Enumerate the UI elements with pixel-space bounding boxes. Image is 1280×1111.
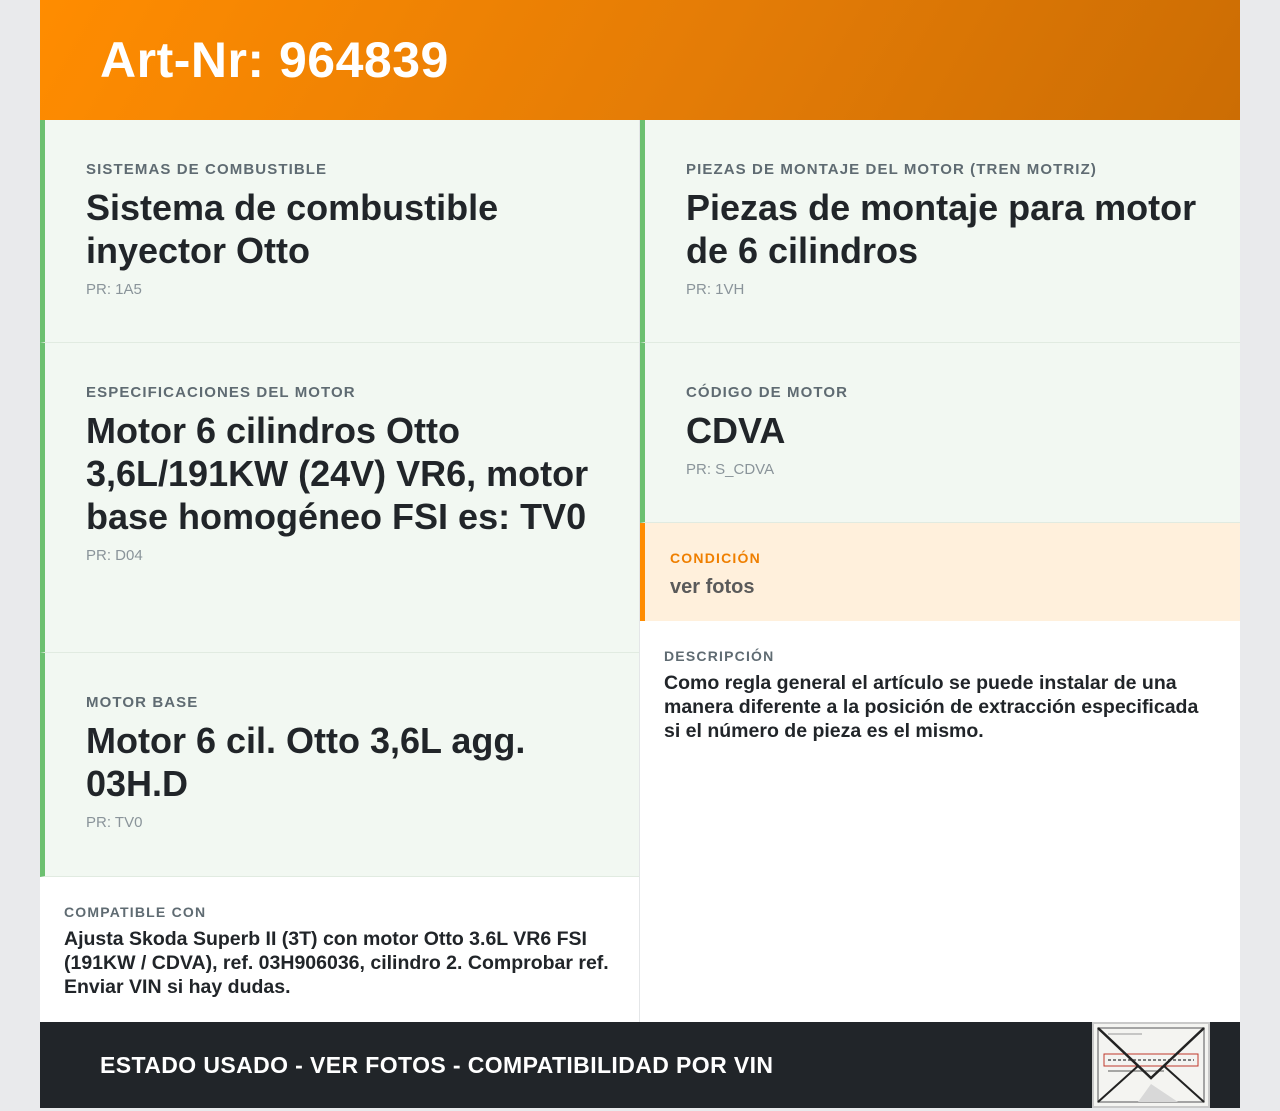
spec-value: Motor 6 cil. Otto 3,6L agg. 03H.D [86,720,526,804]
spec-label: PIEZAS DE MONTAJE DEL MOTOR (TREN MOTRIZ) [686,161,1097,178]
left-column [40,120,640,1022]
article-number-title: Art-Nr: 964839 [100,32,449,88]
spec-label: ESPECIFICACIONES DEL MOTOR [86,384,356,401]
spec-card-fuel-system [40,120,639,343]
description-text: Como regla general el artículo se puede instalar de una manera diferente a la posición de extracción especificada si el número de pieza es el mismo. [664,672,1199,742]
spec-grid [40,120,1240,1022]
footer-status-text: ESTADO USADO - VER FOTOS - COMPATIBILIDAD POR VIN [100,1051,774,1078]
spec-pr-code: PR: 1A5 [86,281,142,298]
spec-label: MOTOR BASE [86,694,199,711]
compatibility-section [40,877,639,999]
spec-card-base-engine [40,653,639,877]
compatibility-text: Ajusta Skoda Superb II (3T) con motor Otto 3.6L VR6 FSI (191KW / CDVA), ref. 03H906036, cilindro 2. Comprobar ref. Enviar VIN si hay dudas. [64,928,609,998]
spec-pr-code: PR: S_CDVA [686,461,775,478]
description-section [640,621,1240,743]
spec-pr-code: PR: D04 [86,547,143,564]
condition-value: ver fotos [670,576,755,598]
spec-label: SISTEMAS DE COMBUSTIBLE [86,161,328,178]
spec-value: Piezas de montaje para motor de 6 cilindros [686,187,1197,271]
product-page [40,0,1240,1108]
envelope-icon [1094,1024,1208,1106]
description-label: DESCRIPCIÓN [664,648,775,664]
spec-pr-code: PR: TV0 [86,814,143,831]
right-column [640,120,1240,1022]
spec-label: CÓDIGO DE MOTOR [686,384,849,401]
spec-pr-code: PR: 1VH [686,281,745,298]
spec-value: CDVA [686,410,786,451]
page-footer [40,1022,1240,1108]
spec-value: Motor 6 cilindros Otto 3,6L/191KW (24V) VR6, motor base homogéneo FSI es: TV0 [86,410,589,537]
condition-label: CONDICIÓN [670,550,761,566]
compatibility-label: COMPATIBLE CON [64,904,207,920]
condition-card [640,523,1240,621]
spec-card-mounting-parts [640,120,1240,343]
spec-card-engine-specs [40,343,639,653]
spec-card-engine-code [640,343,1240,523]
page-header [40,0,1240,120]
parts-label-photo [1092,1022,1210,1108]
spec-value: Sistema de combustible inyector Otto [86,187,499,271]
